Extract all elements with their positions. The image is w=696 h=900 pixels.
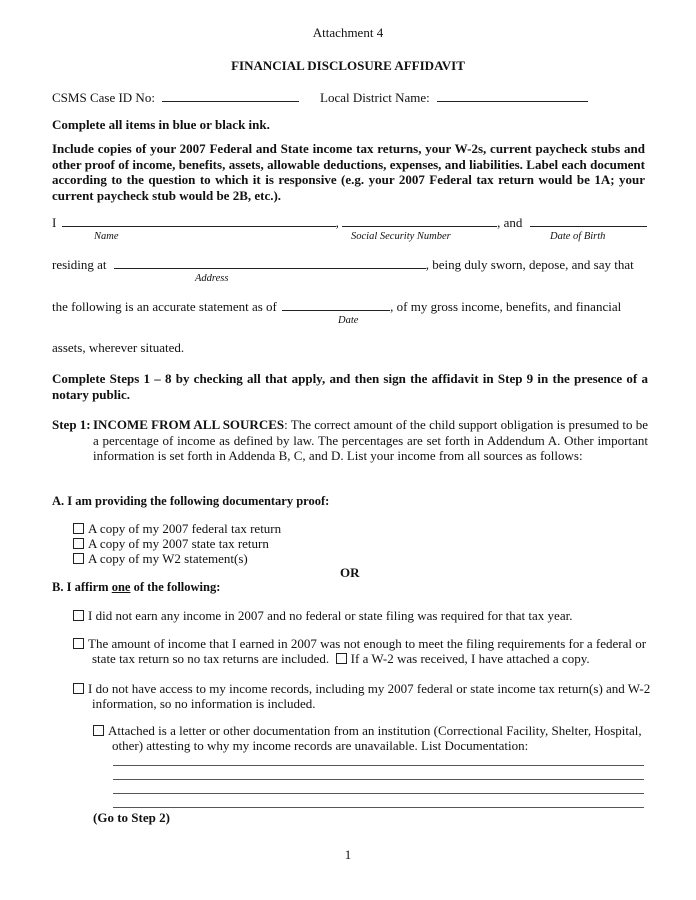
ink-instruction: Complete all items in blue or black ink. — [52, 117, 270, 132]
documentation-line-2[interactable] — [113, 779, 644, 780]
comma-label: , — [335, 215, 339, 230]
option-label: The amount of income that I earned in 2007 was not enough to meet the filing requirements for a federal or — [88, 636, 647, 651]
include-instruction: Include copies of your 2007 Federal and State income tax returns, your W-2s, current paycheck stubs and other proof of income, benefits, assets, allowable deductions, expenses, and liabilities. Label each document according to the question to which it is responsive (e.g. your 2007 Federal tax return would be 1A; your current paycheck stub would be 2B, etc.). — [52, 141, 645, 203]
assets-text: assets, wherever situated. — [52, 340, 185, 355]
option-label: I do not have access to my income records, including my 2007 federal or state income tax return(s) and W-2 — [88, 681, 651, 696]
date-caption: Date — [338, 315, 359, 326]
statement-tail: , of my gross income, benefits, and financial — [390, 299, 622, 314]
option-label: I did not earn any income in 2007 and no federal or state filing was required for that tax year. — [88, 608, 573, 623]
checkbox[interactable] — [73, 638, 84, 649]
w2-attached-checkbox[interactable] — [336, 653, 347, 664]
sworn-text: , being duly sworn, depose, and say that — [425, 257, 634, 272]
dob-caption: Date of Birth — [550, 231, 606, 242]
option-label: A copy of my 2007 federal tax return — [88, 521, 282, 536]
address-caption: Address — [195, 273, 229, 284]
statement-label: the following is an accurate statement as of — [52, 299, 277, 314]
section-b-option-1[interactable] — [73, 608, 572, 624]
checkbox[interactable] — [73, 683, 84, 694]
step1-heading: INCOME FROM ALL SOURCES — [93, 417, 285, 432]
checkbox[interactable] — [73, 523, 84, 534]
district-label: Local District Name: — [320, 90, 430, 105]
checkbox[interactable] — [73, 610, 84, 621]
option-label: Attached is a letter or other documentation from an institution (Correctional Facility, Shelter, Hospital, — [108, 723, 642, 738]
section-b-option-2[interactable] — [73, 636, 646, 652]
checkbox[interactable] — [73, 553, 84, 564]
residing-label: residing at — [52, 257, 107, 272]
district-name-field[interactable] — [437, 89, 588, 102]
ssn-field[interactable] — [342, 214, 497, 227]
statement-date-field[interactable] — [282, 298, 390, 311]
documentation-line-1[interactable] — [113, 765, 644, 766]
dob-field[interactable] — [530, 214, 647, 227]
documentation-option[interactable] — [93, 723, 642, 739]
checkbox[interactable] — [73, 538, 84, 549]
documentation-line-4[interactable] — [113, 807, 644, 808]
or-divider: OR — [340, 565, 360, 580]
page-title: FINANCIAL DISCLOSURE AFFIDAVIT — [231, 58, 465, 73]
option-label-cont: state tax return so no tax returns are included. — [92, 651, 330, 666]
address-field[interactable] — [114, 256, 426, 269]
heading-suffix: of the following: — [130, 580, 221, 594]
case-id-label: CSMS Case ID No: — [52, 90, 155, 105]
option-label: A copy of my W2 statement(s) — [88, 551, 248, 566]
name-caption: Name — [94, 231, 119, 242]
w2-attached-label: If a W-2 was received, I have attached a copy. — [350, 651, 590, 666]
step1-text: : The correct amount of the child support obligation is presumed to be a percentage of income as defined by law. The percentages are set forth in Addendum A. Other important information is set forth in Addenda B, C, and D. List your income from all sources as follows: — [93, 417, 648, 463]
section-b-option-2-cont — [92, 651, 590, 667]
steps-instruction: Complete Steps 1 – 8 by checking all that apply, and then sign the affidavit in Step 9 in the presence of a notary public. — [52, 371, 648, 402]
and-label: , and — [497, 215, 523, 230]
section-b-option-3-cont: information, so no information is included. — [92, 696, 316, 711]
section-a-option-2[interactable] — [73, 536, 269, 552]
page-number: 1 — [344, 847, 352, 862]
heading-underlined: one — [111, 580, 131, 594]
option-label: A copy of my 2007 state tax return — [88, 536, 269, 551]
step1-label: Step 1: — [52, 417, 91, 432]
section-b-option-3[interactable] — [73, 681, 650, 697]
i-label: I — [52, 215, 57, 230]
attachment-label: Attachment 4 — [312, 25, 384, 40]
go-to-step-2: (Go to Step 2) — [93, 810, 170, 825]
section-a-option-1[interactable] — [73, 521, 281, 537]
residing-row — [52, 256, 634, 273]
district-row — [320, 89, 588, 106]
heading-prefix: B. I affirm — [52, 580, 112, 594]
step1-paragraph — [93, 417, 648, 464]
ssn-caption: Social Security Number — [351, 231, 451, 242]
statement-row — [52, 298, 621, 315]
documentation-line-3[interactable] — [113, 793, 644, 794]
case-id-field[interactable] — [162, 89, 299, 102]
section-b-heading — [52, 580, 220, 596]
case-id-row — [52, 89, 299, 106]
section-a-heading: A. I am providing the following documentary proof: — [52, 494, 330, 508]
name-field[interactable] — [62, 214, 336, 227]
section-a-option-3[interactable] — [73, 551, 248, 567]
documentation-option-cont: other) attesting to why my income records are unavailable. List Documentation: — [112, 738, 529, 753]
checkbox[interactable] — [93, 725, 104, 736]
